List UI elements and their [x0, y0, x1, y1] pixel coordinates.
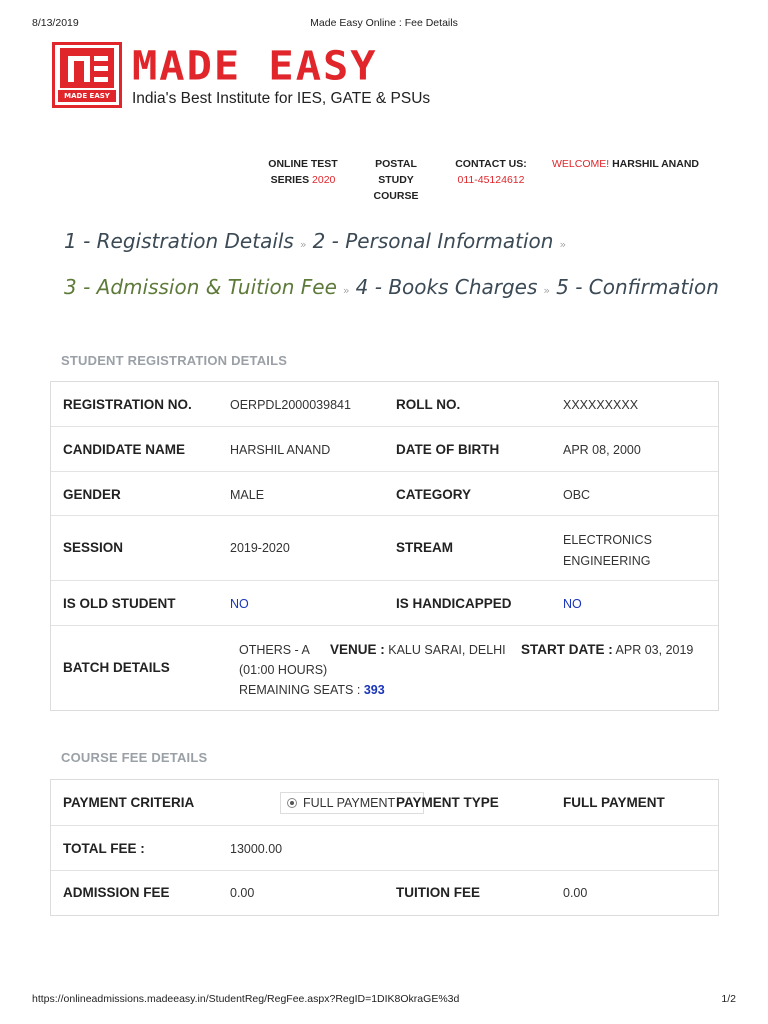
table-row	[51, 871, 718, 915]
session-label: SESSION	[63, 540, 124, 555]
table-row	[51, 516, 718, 581]
table-row	[51, 472, 718, 516]
page-number: 1/2	[721, 993, 736, 1005]
fee-details-table	[50, 779, 719, 916]
table-row	[51, 581, 718, 626]
roll-no-value: XXXXXXXXX	[563, 398, 639, 412]
batch-details-value: OTHERS - A VENUE : KALU SARAI, DELHI START DATE : APR 03, 2019 (01:00 HOURS) REMAINING SEATS : 393	[239, 640, 709, 700]
nav-welcome-user[interactable]: WELCOME! HARSHIL ANAND	[552, 158, 700, 170]
dob-value: APR 08, 2000	[563, 443, 641, 457]
nav-postal-study-course[interactable]: POSTAL STUDY COURSE	[373, 158, 419, 202]
nav-online-test-series[interactable]: ONLINE TEST SERIES 2020	[268, 158, 338, 186]
table-row	[51, 780, 718, 826]
table-row	[51, 826, 718, 871]
batch-name: OTHERS - A	[239, 643, 310, 657]
old-student-label: IS OLD STUDENT	[63, 596, 176, 611]
payment-type-value: FULL PAYMENT	[563, 795, 665, 810]
top-nav	[0, 156, 768, 202]
steps-row-1: 1 - Registration Details » 2 - Personal Information »	[64, 229, 567, 253]
candidate-name-value: HARSHIL ANAND	[230, 443, 331, 457]
print-title: Made Easy Online : Fee Details	[310, 17, 458, 29]
brand-name: MADE EASY	[132, 42, 378, 89]
total-fee-label: TOTAL FEE :	[63, 841, 145, 856]
step-registration-details[interactable]: 1 - Registration Details	[64, 229, 294, 253]
registration-section-title: STUDENT REGISTRATION DETAILS	[61, 353, 288, 368]
brand-tagline: India's Best Institute for IES, GATE & PSUs	[132, 90, 431, 107]
nav-online-test-year: 2020	[312, 174, 336, 186]
session-value: 2019-2020	[230, 541, 290, 555]
stream-label: STREAM	[396, 540, 453, 555]
old-student-value: NO	[230, 597, 249, 611]
category-value: OBC	[563, 488, 591, 502]
logo-mark-icon	[52, 42, 122, 108]
tuition-fee-label: TUITION FEE	[396, 885, 480, 900]
handicapped-label: IS HANDICAPPED	[396, 596, 512, 611]
table-row	[51, 382, 718, 427]
steps-row-2: 3 - Admission & Tuition Fee » 4 - Books Charges » 5 - Confirmation	[64, 275, 719, 299]
table-row	[51, 427, 718, 472]
candidate-name-label: CANDIDATE NAME	[63, 442, 185, 457]
reg-no-value: OERPDL2000039841	[230, 398, 351, 412]
registration-details-table	[50, 381, 719, 711]
batch-venue: KALU SARAI, DELHI	[388, 643, 506, 657]
remaining-seats-value: 393	[363, 683, 385, 697]
roll-no-label: ROLL NO.	[396, 397, 461, 412]
dob-label: DATE OF BIRTH	[396, 442, 500, 457]
step-books-charges[interactable]: 4 - Books Charges	[355, 275, 538, 299]
logo-mini-text: MADE EASY	[58, 90, 116, 102]
stream-value: ELECTRONICS ENGINEERING	[563, 533, 652, 568]
print-date: 8/13/2019	[32, 17, 79, 29]
total-fee-value: 13000.00	[230, 842, 283, 856]
admission-fee-value: 0.00	[230, 886, 255, 900]
gender-value: MALE	[230, 488, 265, 502]
table-row	[51, 626, 718, 710]
print-header	[32, 17, 736, 31]
made-easy-logo[interactable]	[52, 42, 492, 110]
reg-no-label: REGISTRATION NO.	[63, 397, 192, 412]
payment-type-label: PAYMENT TYPE	[396, 795, 499, 810]
full-payment-radio[interactable]: FULL PAYMENT	[280, 792, 424, 814]
step-admission-tuition-fee[interactable]: 3 - Admission & Tuition Fee	[64, 275, 337, 299]
radio-selected-icon[interactable]	[287, 798, 297, 808]
gender-label: GENDER	[63, 487, 121, 502]
batch-hours: (01:00 HOURS)	[239, 663, 328, 677]
fee-section-title: COURSE FEE DETAILS	[61, 750, 208, 765]
page-url: https://onlineadmissions.madeeasy.in/StudentReg/RegFee.aspx?RegID=1DIK8OkraGE%3d	[32, 993, 460, 1005]
step-confirmation[interactable]: 5 - Confirmation	[556, 275, 719, 299]
contact-phone: 011-45124612	[457, 174, 525, 186]
payment-criteria-label: PAYMENT CRITERIA	[63, 795, 195, 810]
tuition-fee-value: 0.00	[563, 886, 588, 900]
batch-details-label: BATCH DETAILS	[63, 660, 170, 675]
user-name: HARSHIL ANAND	[612, 158, 700, 170]
step-personal-information[interactable]: 2 - Personal Information	[312, 229, 554, 253]
admission-fee-label: ADMISSION FEE	[63, 885, 170, 900]
nav-contact-us[interactable]: CONTACT US: 011-45124612	[452, 156, 530, 188]
batch-start-date: APR 03, 2019	[615, 643, 694, 657]
handicapped-value: NO	[563, 597, 582, 611]
category-label: CATEGORY	[396, 487, 472, 502]
